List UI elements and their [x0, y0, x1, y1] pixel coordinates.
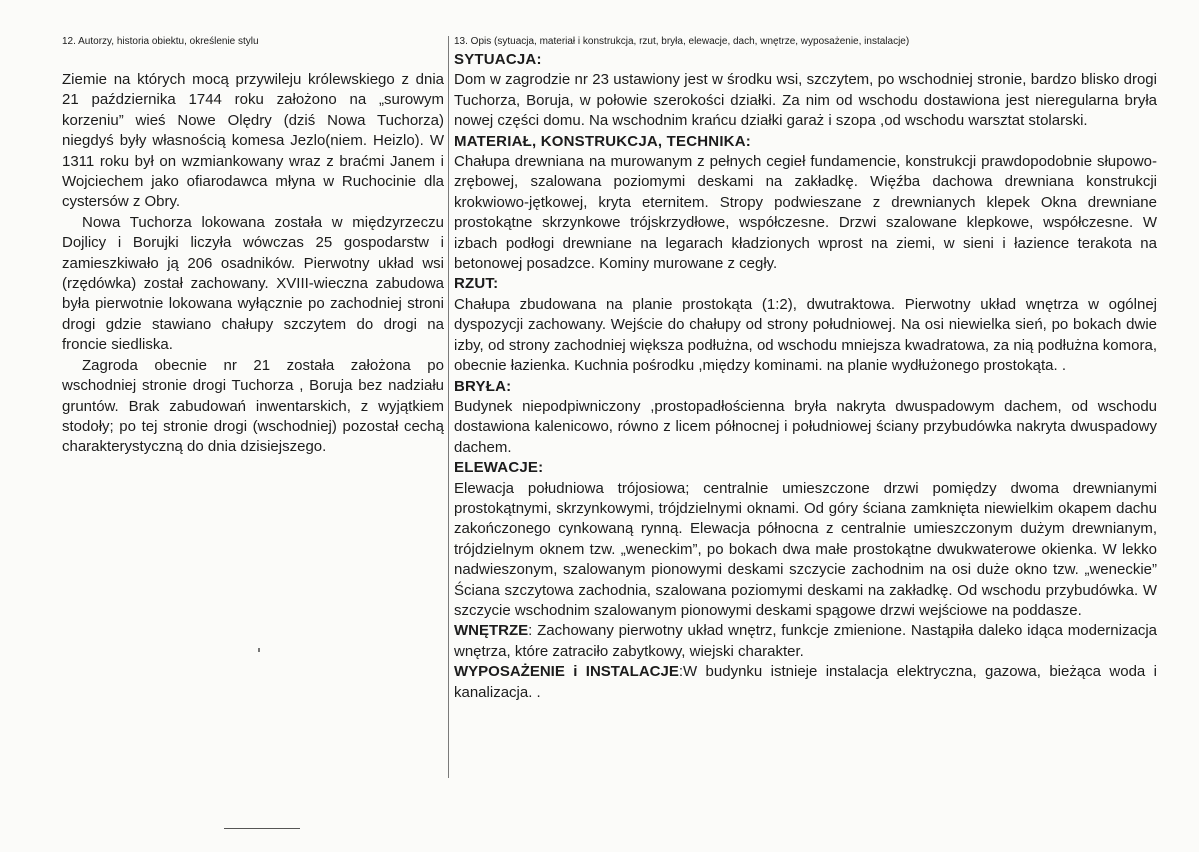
section-text-bryla: Budynek niepodpiwniczony ,prostopadłościenna bryła nakryta dwuspadowym dachem, od wschodu dostawiona kalenicowo, równo z licem północnej i południowej ściany przybudówka nakryta dwuspadowy dachem. — [454, 397, 1157, 456]
section-title-rzut: RZUT: — [454, 275, 499, 293]
history-header: 12. Autorzy, historia obiektu, określenie stylu — [62, 36, 259, 47]
section-text-elewacje: Elewacja południowa trójosiowa; centralnie umieszczone drzwi pomiędzy dwoma drewnianymi prostokątnymi, skrzynkowymi, trójdzielnymi oknami. Od góry ściana zamknięta niewielkim okapem dachu zakończonego cynkowaną rynną. Elewacja północna z centralnie umieszczonym dużym drewnianym, trójdzielnym oknem tzw. „weneckim”, po bokach dwa małe prostokątne dwukwaterowe okienka. W lekko nadwieszonym, szalowanym pionowymi deskami szczycie zachodnim na osi duże okno tzw. „weneckie” Ściana szczytowa zachodnia, szalowana poziomymi deskami na zakładkę. Od wschodu przybudówka. W szczycie wschodnim szalowanym pionowymi deskami spągowe drzwi wejściowe na poddasze. — [454, 479, 1157, 619]
section-title-elewacje: ELEWACJE: — [454, 459, 544, 477]
history-column — [62, 36, 444, 458]
description-header: 13. Opis (sytuacja, materiał i konstrukcja, rzut, bryła, elewacje, dach, wnętrze, wyposażenie, instalacje) — [454, 36, 910, 47]
section-wnetrze — [454, 621, 1157, 662]
history-paragraph-3: Zagroda obecnie nr 21 została założona po wschodniej stronie drogi Tuchorza , Boruja bez nadziału gruntów. Brak zabudowań inwentarskich, z wyjątkiem stodoły; po tej stronie drogi (wschodniej) pozostał cechą charakterystyczną do dnia dzisiejszego. — [62, 356, 444, 456]
column-divider — [448, 36, 449, 778]
section-text-wnetrze: : Zachowany pierwotny układ wnętrz, funkcje zmienione. Nastąpiła daleko idąca modernizacja wnętrza, które zatraciło zabytkowy, wiejski charakter. — [454, 622, 1157, 660]
section-title-wnetrze: WNĘTRZE — [454, 622, 529, 640]
section-title-wyposazenie: WYPOSAŻENIE i INSTALACJE — [454, 663, 679, 681]
footer-rule — [224, 828, 300, 829]
section-text-sytuacja: Dom w zagrodzie nr 23 ustawiony jest w środku wsi, szczytem, po wschodniej stronie, bardzo blisko drogi Tuchorza, Boruja, w połowie szerokości działki. Za nim od wschodu dostawiona jest nieregularna bryła nowej części domu. Na wschodnim krańcu działki garaż i szopa ,od wschodu warsztat stolarski. — [454, 71, 1157, 130]
description-column — [454, 36, 1157, 703]
section-title-bryla: BRYŁA: — [454, 377, 512, 395]
scan-speck — [258, 648, 260, 652]
section-text-material: Chałupa drewniana na murowanym z pełnych cegieł fundamencie, konstrukcji prawdopodobnie słupowo-zrębowej, szalowana poziomymi deskami na zakładkę. Więźba dachowa drewniana konstrukcji krokwiowo-jętkowej, kryta eternitem. Stropy podwieszane z drewnianych klepek Okna drewniane prostokątne skrzynkowe trójskrzydłowe, współczesne. Drzwi szalowane klepkowe, współczesne. W izbach podłogi drewniane na legarach kładzionych wprost na ziemi, w sieni i łazience terakota na betonowej posadzce. Kominy murowane z cegły. — [454, 153, 1157, 273]
history-paragraph-1: Ziemie na których mocą przywileju królewskiego z dnia 21 października 1744 roku założono na „surowym korzeniu” wieś Nowe Olędry (dziś Nowa Tuchorza) niegdyś były własnością komesa Jezlo(niem. Heizlo). W 1311 roku był on wzmiankowany wraz z braćmi Janem i Wojciechem jako ofiarodawca młyna w Ruchocinie dla cystersów z Obry. — [62, 71, 444, 211]
section-text-wyposazenie: :W budynku istnieje instalacja elektryczna, gazowa, bieżąca woda i kanalizacja. . — [454, 663, 1157, 701]
section-wyposazenie — [454, 662, 1157, 703]
section-title-material: MATERIAŁ, KONSTRUKCJA, TECHNIKA: — [454, 132, 751, 150]
history-text — [62, 70, 444, 458]
section-title-sytuacja: SYTUACJA: — [454, 51, 542, 68]
history-paragraph-2: Nowa Tuchorza lokowana została w międzyrzeczu Dojlicy i Borujki liczyła wówczas 25 gospodarstw i zamieszkiwało ją 206 osadników. Pierwotny układ wsi (rzędówka) został zachowany. XVIII-wieczna zabudowa była pierwotnie lokowana wyłącznie po zachodniej stroni drogi gdzie stawiano chałupy szczytem do drogi na froncie siedliska. — [62, 213, 444, 354]
section-text-rzut: Chałupa zbudowana na planie prostokąta (1:2), dwutraktowa. Pierwotny układ wnętrza w ogólnej dyspozycji zachowany. Wejście do chałupy od strony południowej. Na osi niewielka sień, po bokach dwie izby, od strony zachodniej większa podłużna, od wschodu mniejsza kwadratowa, za nią podłużna komora, obecnie łazienka. Kuchnia pośrodku ,między kominami. na planie wydłużonego prostokąta. . — [454, 295, 1157, 375]
